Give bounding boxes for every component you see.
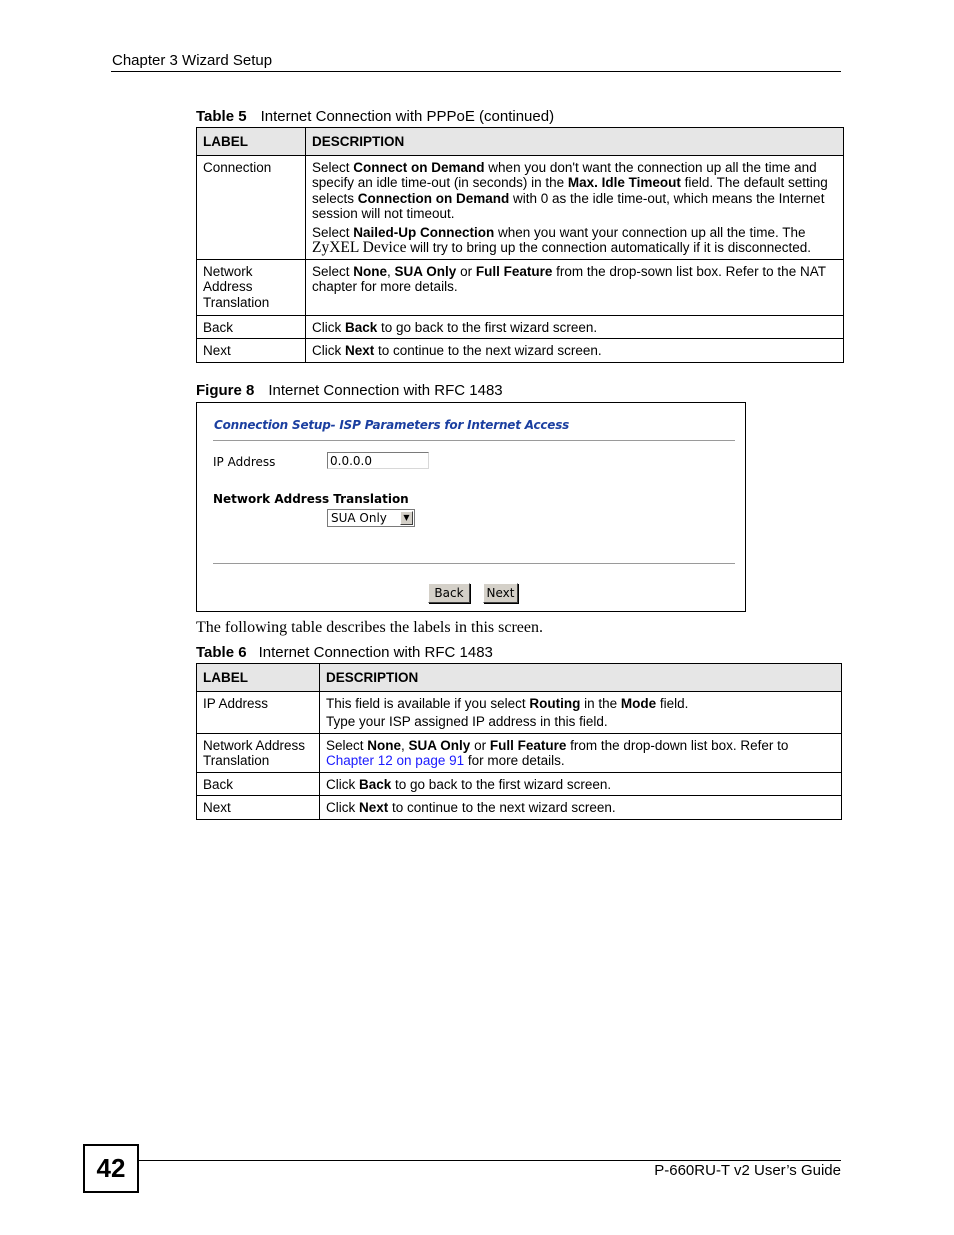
row-description: Click Next to continue to the next wizard screen. xyxy=(320,796,842,820)
table5-caption-title: Internet Connection with PPPoE (continued) xyxy=(260,108,555,125)
screen-title: Connection Setup- ISP Parameters for Internet Access xyxy=(214,418,570,432)
row-description xyxy=(306,155,844,259)
table5-col-description: DESCRIPTION xyxy=(306,128,844,156)
ip-address-label: IP Address xyxy=(213,455,276,469)
row-label: IP Address xyxy=(197,691,320,733)
table6 xyxy=(196,663,842,820)
figure8-screenshot xyxy=(196,402,746,612)
guide-title: P-660RU-T v2 User’s Guide xyxy=(654,1162,841,1179)
figure8-caption xyxy=(196,382,503,399)
table-row xyxy=(197,315,844,339)
table5 xyxy=(196,127,844,363)
nat-label: Network Address Translation xyxy=(213,492,409,506)
row-label: Next xyxy=(197,339,306,363)
table6-caption-number: Table 6 xyxy=(196,644,247,661)
row-label: Network Address Translation xyxy=(197,733,320,772)
body-paragraph: The following table describes the labels in this screen. xyxy=(196,619,544,636)
row-label: Next xyxy=(197,796,320,820)
table6-header-row xyxy=(197,664,842,692)
table6-caption-title: Internet Connection with RFC 1483 xyxy=(258,644,493,661)
row-description: Select None, SUA Only or Full Feature from the drop-sown list box. Refer to the NAT chapter for more details. xyxy=(306,259,844,315)
table-row xyxy=(197,772,842,796)
row-description xyxy=(320,691,842,733)
nat-select-value: SUA Only xyxy=(331,511,387,525)
table5-caption xyxy=(196,108,554,125)
table6-caption xyxy=(196,644,493,661)
chapter-header: Chapter 3 Wizard Setup xyxy=(112,52,273,69)
back-button[interactable]: Back xyxy=(428,583,470,603)
row-label: Back xyxy=(197,772,320,796)
description-paragraph: Type your ISP assigned IP address in this field. xyxy=(326,714,608,729)
table-row xyxy=(197,691,842,733)
next-button[interactable]: Next xyxy=(483,583,518,603)
table-row xyxy=(197,155,844,259)
description-paragraph: Select Connect on Demand when you don't want the connection up all the time and specify an idle time-out (in seconds) in the Max. Idle Timeout field. The default setting selects Connection on Demand with 0 as the idle time-out, which means the Internet session will not timeout. xyxy=(312,159,828,221)
row-label: Connection xyxy=(197,155,306,259)
table-row xyxy=(197,796,842,820)
row-label: Network Address Translation xyxy=(197,259,306,315)
table6-col-description: DESCRIPTION xyxy=(320,664,842,692)
nat-select[interactable] xyxy=(327,509,415,527)
description-paragraph: This field is available if you select Routing in the Mode field. xyxy=(326,695,689,711)
table6-col-label: LABEL xyxy=(197,664,320,692)
row-description: Select None, SUA Only or Full Feature from the drop-down list box. Refer to Chapter 12 on page 91 for more details. xyxy=(320,733,842,772)
page-number: 42 xyxy=(83,1144,139,1193)
row-description: Click Back to go back to the first wizard screen. xyxy=(320,772,842,796)
screen-divider xyxy=(213,440,735,442)
ip-address-input[interactable]: 0.0.0.0 xyxy=(327,452,429,469)
header-rule xyxy=(111,71,841,72)
figure8-caption-title: Internet Connection with RFC 1483 xyxy=(268,382,503,399)
row-label: Back xyxy=(197,315,306,339)
table-row xyxy=(197,733,842,772)
table5-header-row xyxy=(197,128,844,156)
table-row xyxy=(197,259,844,315)
footer-rule xyxy=(139,1160,841,1161)
table-row xyxy=(197,339,844,363)
table5-caption-number: Table 5 xyxy=(196,108,247,125)
chevron-down-icon[interactable]: ▼ xyxy=(400,511,413,525)
row-description: Click Back to go back to the first wizard screen. xyxy=(306,315,844,339)
table5-col-label: LABEL xyxy=(197,128,306,156)
figure8-caption-number: Figure 8 xyxy=(196,382,255,399)
screen-divider xyxy=(213,563,735,565)
chapter-link[interactable]: Chapter 12 on page 91 xyxy=(326,753,465,768)
row-description: Click Next to continue to the next wizard screen. xyxy=(306,339,844,363)
description-paragraph: Select Nailed-Up Connection when you want your connection up all the time. The ZyXEL Device will try to bring up the connection automatically if it is disconnected. xyxy=(312,224,811,256)
